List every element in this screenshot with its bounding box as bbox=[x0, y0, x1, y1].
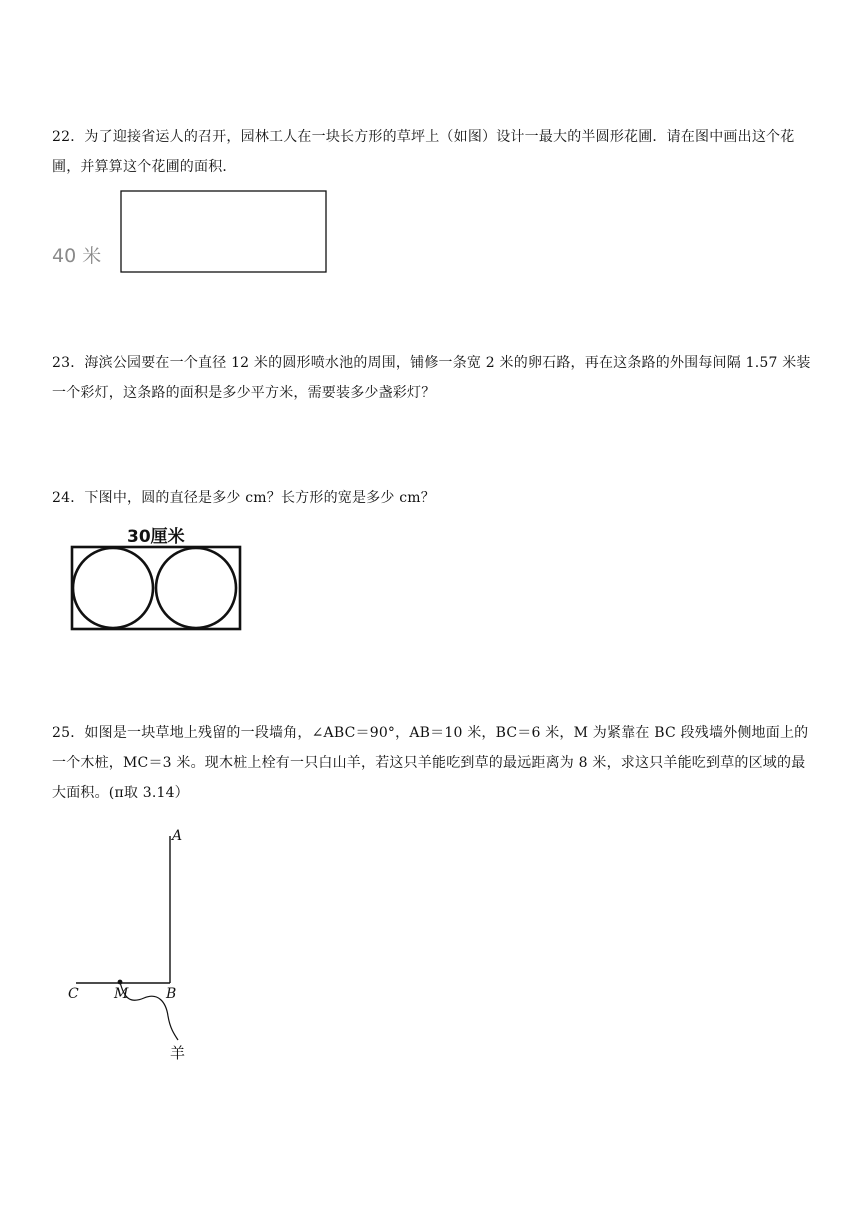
figure-two-circles-rectangle bbox=[66, 520, 250, 636]
question-number: 25． bbox=[52, 725, 85, 741]
label-c: C bbox=[68, 986, 79, 1002]
question-22 bbox=[52, 122, 812, 182]
question-number: 22． bbox=[52, 129, 85, 145]
question-text: 下图中，圆的直径是多少 cm？长方形的宽是多少 cm？ bbox=[84, 490, 435, 506]
label-goat: 羊 bbox=[170, 1044, 186, 1062]
question-23 bbox=[52, 348, 812, 408]
lawn-rectangle bbox=[121, 191, 326, 272]
question-number: 23． bbox=[52, 355, 85, 371]
question-number: 24． bbox=[52, 490, 85, 506]
figure-rectangle-lawn bbox=[50, 188, 340, 280]
label-b: B bbox=[166, 986, 177, 1002]
question-text: 为了迎接省运人的召开，园林工人在一块长方形的草坪上（如图）设计一最大的半圆形花圃．请在图中画出这个花圃，并算算这个花圃的面积． bbox=[52, 129, 795, 175]
rectangle-length-label: 30厘米 bbox=[127, 527, 185, 547]
label-m: M bbox=[114, 986, 129, 1002]
right-circle bbox=[156, 548, 236, 628]
question-25 bbox=[52, 718, 812, 808]
left-circle bbox=[73, 548, 153, 628]
question-24 bbox=[52, 483, 812, 513]
question-text: 海滨公园要在一个直径 12 米的圆形喷水池的周围，铺修一条宽 2 米的卵石路，再在这条路的外围每间隔 1.57 米装一个彩灯，这条路的面积是多少平方米，需要装多少盏彩灯？ bbox=[52, 355, 811, 401]
question-text: 如图是一块草地上残留的一段墙角，∠ABC＝90°，AB＝10 米，BC＝6 米，M 为紧靠在 BC 段残墙外侧地面上的一个木桩，MC＝3 米。现木桩上栓有一只白山羊，若这只羊能吃到草的最远距离为 8 米，求这只羊能吃到草的区域的最大面积。(π取 3.14） bbox=[52, 725, 809, 801]
label-a: A bbox=[172, 828, 183, 844]
lawn-side-label: 40 米 bbox=[52, 245, 102, 267]
figure-wall-corner bbox=[60, 826, 210, 1066]
